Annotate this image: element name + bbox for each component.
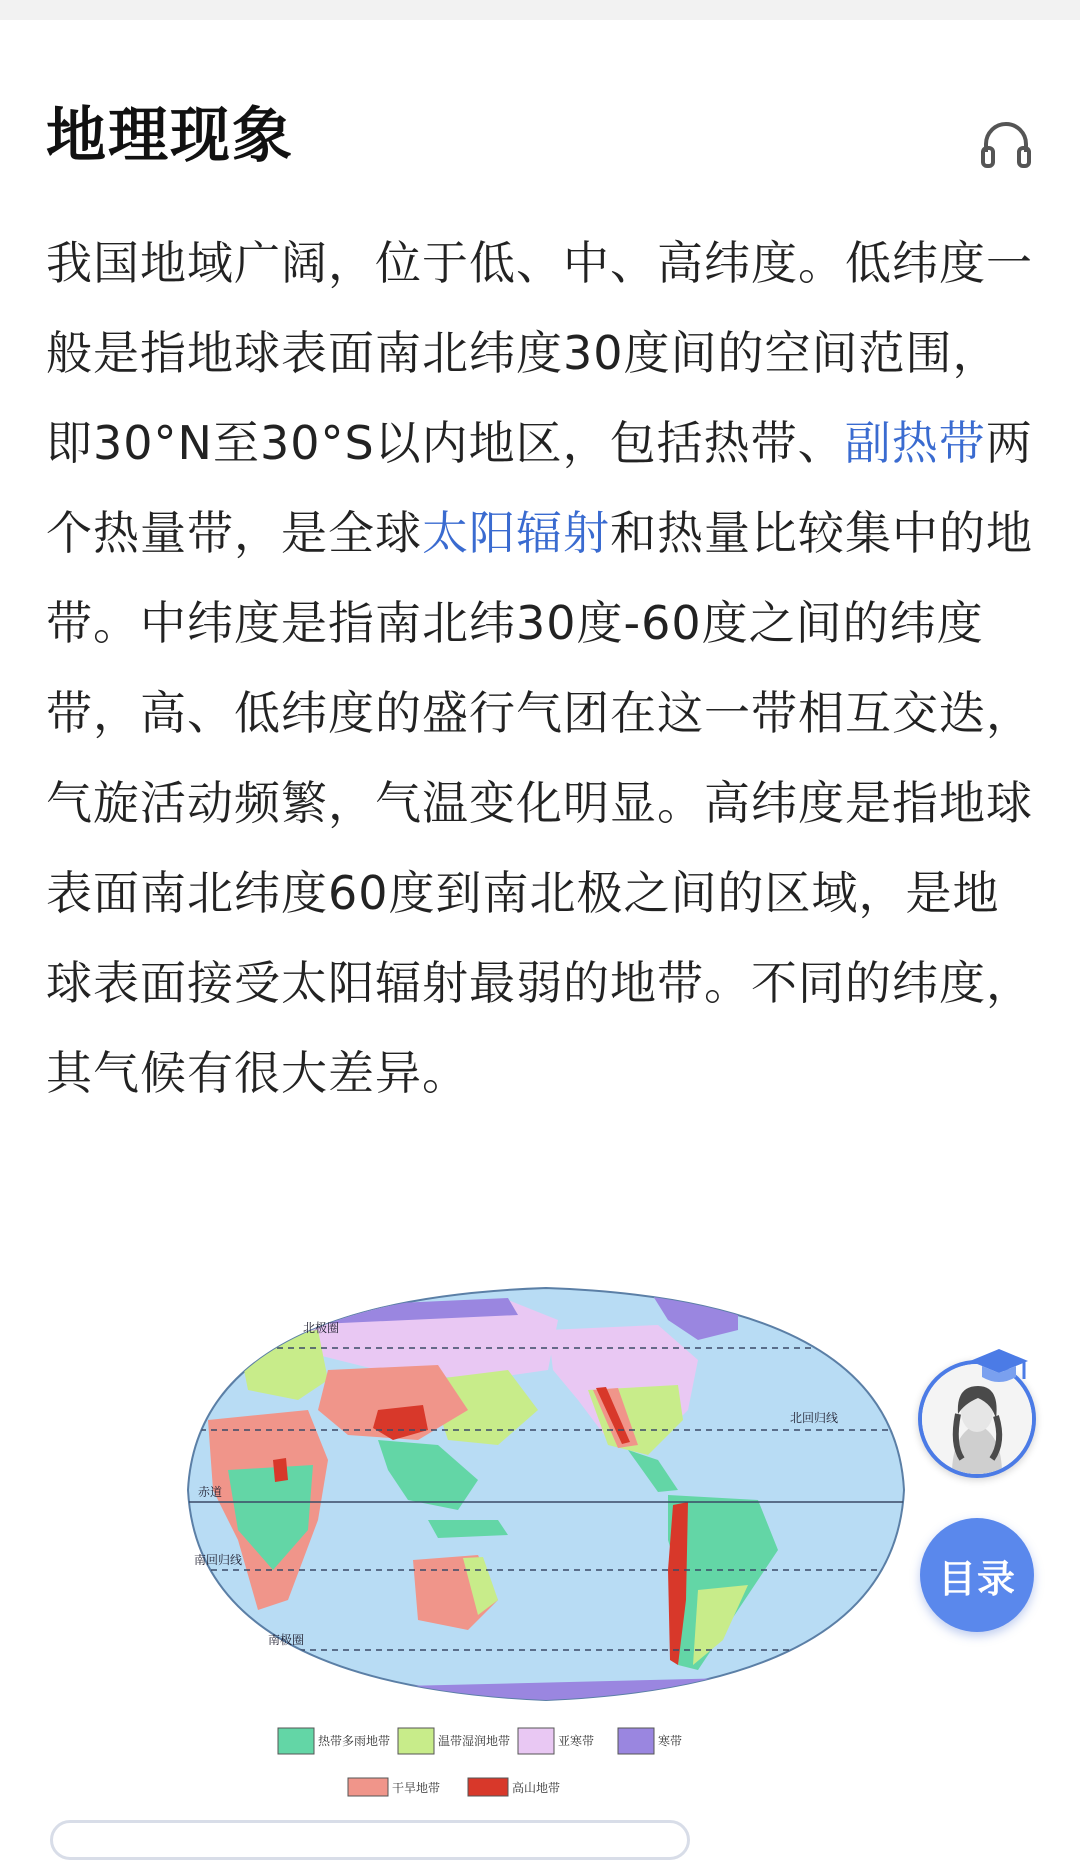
paragraph-text: 和热量比较集中的地带。中纬度是指南北纬30度-60度之间的纬度带，高、低纬度的盛行气团在这一带相互交迭，气旋活动频繁，气温变化明显。高纬度是指地球表面南北纬度60度到南北极之间的区域，是地球表面接受太阳辐射最弱的地带。不同的纬度，其气候有很大差异。: [46, 506, 1033, 1100]
paragraph-text: 两个热量带，是全球: [46, 416, 1033, 560]
climate-zone-map[interactable]: [178, 1270, 914, 1840]
section-title: 地理现象: [46, 101, 294, 171]
map-label-tropic-s: 南回归线: [194, 1553, 243, 1567]
map-label-antarctic: 南极圈: [268, 1633, 305, 1647]
graduation-cap-icon: [968, 1345, 1030, 1389]
link-solar-radiation[interactable]: 太阳辐射: [422, 506, 610, 560]
map-label-equator: 赤道: [198, 1485, 223, 1499]
legend-label: 寒带: [658, 1734, 683, 1748]
legend-label: 热带多雨地带: [318, 1734, 391, 1748]
toc-button[interactable]: 目录: [920, 1518, 1034, 1632]
map-legend: [278, 1728, 682, 1796]
map-label-tropic-n: 北回归线: [790, 1411, 839, 1425]
link-subtropics[interactable]: 副热带: [844, 416, 986, 470]
legend-label: 亚寒带: [558, 1734, 595, 1748]
article-paragraph: [46, 218, 1046, 1118]
legend-label: 干旱地带: [392, 1781, 441, 1795]
bottom-search-bar[interactable]: [50, 1820, 690, 1860]
paragraph-text: 我国地域广阔，位于低、中、高纬度。低纬度一般是指地球表面南北纬度30度间的空间范围，即30°N至30°S以内地区，包括热带、: [46, 236, 1033, 470]
article-page: [0, 20, 1080, 1820]
legend-label: 高山地带: [512, 1781, 561, 1795]
map-label-arctic: 北极圈: [303, 1321, 340, 1335]
headphones-icon[interactable]: [978, 116, 1034, 172]
legend-label: 温带湿润地带: [438, 1734, 511, 1748]
status-strip: [0, 0, 1080, 20]
